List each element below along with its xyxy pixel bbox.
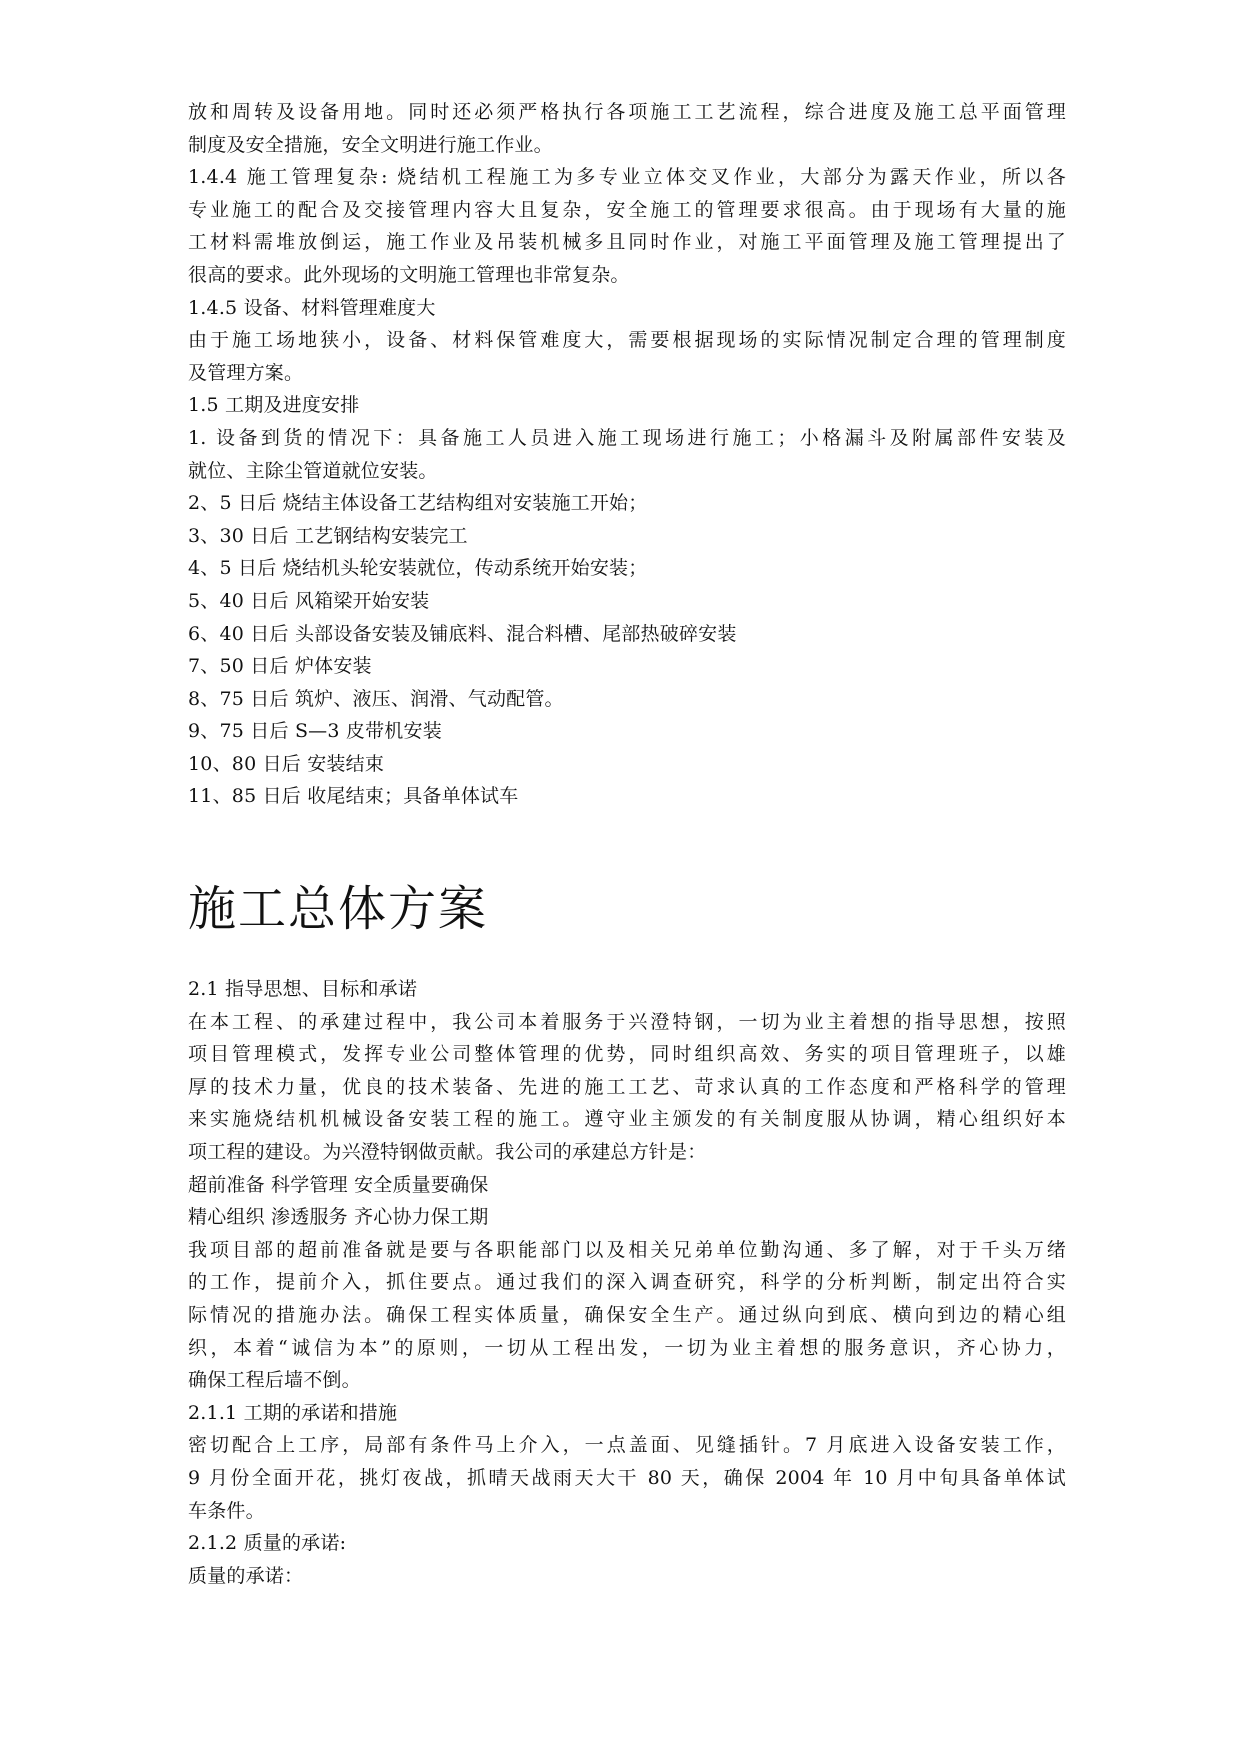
text-line: 专业施工的配合及交接管理内容大且复杂，安全施工的管理要求很高。由于现场有大量的施 [188, 198, 1066, 221]
section-schedule [188, 96, 1066, 813]
text-line: 项工程的建设。为兴澄特钢做贡献。我公司的承建总方针是： [188, 1141, 707, 1164]
schedule-item: 5、40 日后 风箱梁开始安装 [188, 589, 430, 612]
text-line: 我项目部的超前准备就是要与各职能部门以及相关兄弟单位勤沟通、多了解，对于千头万绪 [188, 1238, 1066, 1261]
text-line: 很高的要求。此外现场的文明施工管理也非常复杂。 [188, 263, 630, 286]
text-line: 质量的承诺： [188, 1564, 304, 1587]
schedule-item: 10、80 日后 安装结束 [188, 752, 385, 775]
text-line: 项目管理模式，发挥专业公司整体管理的优势，同时组织高效、务实的项目管理班子，以雄 [188, 1043, 1066, 1066]
text-line: 工材料需堆放倒运，施工作业及吊装机械多且同时作业，对施工平面管理及施工管理提出了 [188, 231, 1066, 254]
schedule-item: 6、40 日后 头部设备安装及铺底料、混合料槽、尾部热破碎安装 [188, 622, 737, 645]
schedule-item: 1. 设备到货的情况下：具备施工人员进入施工现场进行施工；小格漏斗及附属部件安装及 [188, 426, 1066, 449]
schedule-item: 9、75 日后 S—3 皮带机安装 [188, 720, 442, 743]
text-line: 制度及安全措施，安全文明进行施工作业。 [188, 133, 553, 156]
schedule-item: 3、30 日后 工艺钢结构安装完工 [188, 524, 468, 547]
schedule-item: 8、75 日后 筑炉、液压、润滑、气动配管。 [188, 687, 564, 710]
text-line: 9 月份全面开花，挑灯夜战，抓晴天战雨天大干 80 天，确保 2004 年 10 月中旬具备单体试 [188, 1466, 1066, 1489]
schedule-item: 2、5 日后 烧结主体设备工艺结构组对安装施工开始； [188, 492, 648, 515]
subheading-1-4-5: 1.4.5 设备、材料管理难度大 [188, 296, 436, 319]
schedule-item: 7、50 日后 炉体安装 [188, 655, 372, 678]
text-line: 际情况的措施办法。确保工程实体质量，确保安全生产。通过纵向到底、横向到边的精心组 [188, 1304, 1066, 1326]
subheading-2-1-2: 2.1.2 质量的承诺: [188, 1532, 347, 1555]
text-line: 车条件。 [188, 1499, 265, 1522]
schedule-item: 11、85 日后 收尾结束；具备单体试车 [188, 785, 519, 808]
text-line: 的工作，提前介入，抓住要点。通过我们的深入调查研究，科学的分析判断，制定出符合实 [188, 1271, 1066, 1294]
text-line: 确保工程后墙不倒。 [188, 1369, 361, 1392]
chapter-heading: 施工总体方案 [188, 881, 489, 938]
text-line: 织，本着“诚信为本”的原则，一切从工程出发，一切为业主着想的服务意识，齐心协力， [188, 1336, 1066, 1359]
text-line: 在本工程、的承建过程中，我公司本着服务于兴澄特钢，一切为业主着想的指导思想，按照 [188, 1010, 1066, 1033]
motto-line: 超前准备 科学管理 安全质量要确保 [188, 1173, 489, 1196]
text-line: 厚的技术力量，优良的技术装备、先进的施工工艺、苛求认真的工作态度和严格科学的管理 [188, 1075, 1066, 1098]
subheading-2-1: 2.1 指导思想、目标和承诺 [188, 978, 418, 1001]
text-line: 1.4.4 施工管理复杂: 烧结机工程施工为多专业立体交叉作业，大部分为露天作业，所以各 [188, 166, 1066, 189]
text-line: 放和周转及设备用地。同时还必须严格执行各项施工工艺流程，综合进度及施工总平面管理 [188, 101, 1066, 123]
schedule-item: 就位、主除尘管道就位安装。 [188, 459, 438, 482]
text-line: 密切配合上工序，局部有条件马上介入，一点盖面、见缝插针。7 月底进入设备安装工作， [188, 1434, 1066, 1457]
subheading-1-5: 1.5 工期及进度安排 [188, 394, 360, 417]
subheading-2-1-1: 2.1.1 工期的承诺和措施 [188, 1401, 398, 1424]
schedule-item: 4、5 日后 烧结机头轮安装就位，传动系统开始安装； [188, 557, 648, 580]
text-line: 由于施工场地狭小，设备、材料保管难度大，需要根据现场的实际情况制定合理的管理制度 [188, 329, 1066, 352]
section-general-plan [188, 973, 1066, 1592]
document-page [188, 96, 1066, 1592]
motto-line: 精心组织 渗透服务 齐心协力保工期 [188, 1206, 489, 1229]
text-line: 来实施烧结机机械设备安装工程的施工。遵守业主颁发的有关制度服从协调，精心组织好本 [188, 1108, 1066, 1131]
text-line: 及管理方案。 [188, 361, 304, 384]
